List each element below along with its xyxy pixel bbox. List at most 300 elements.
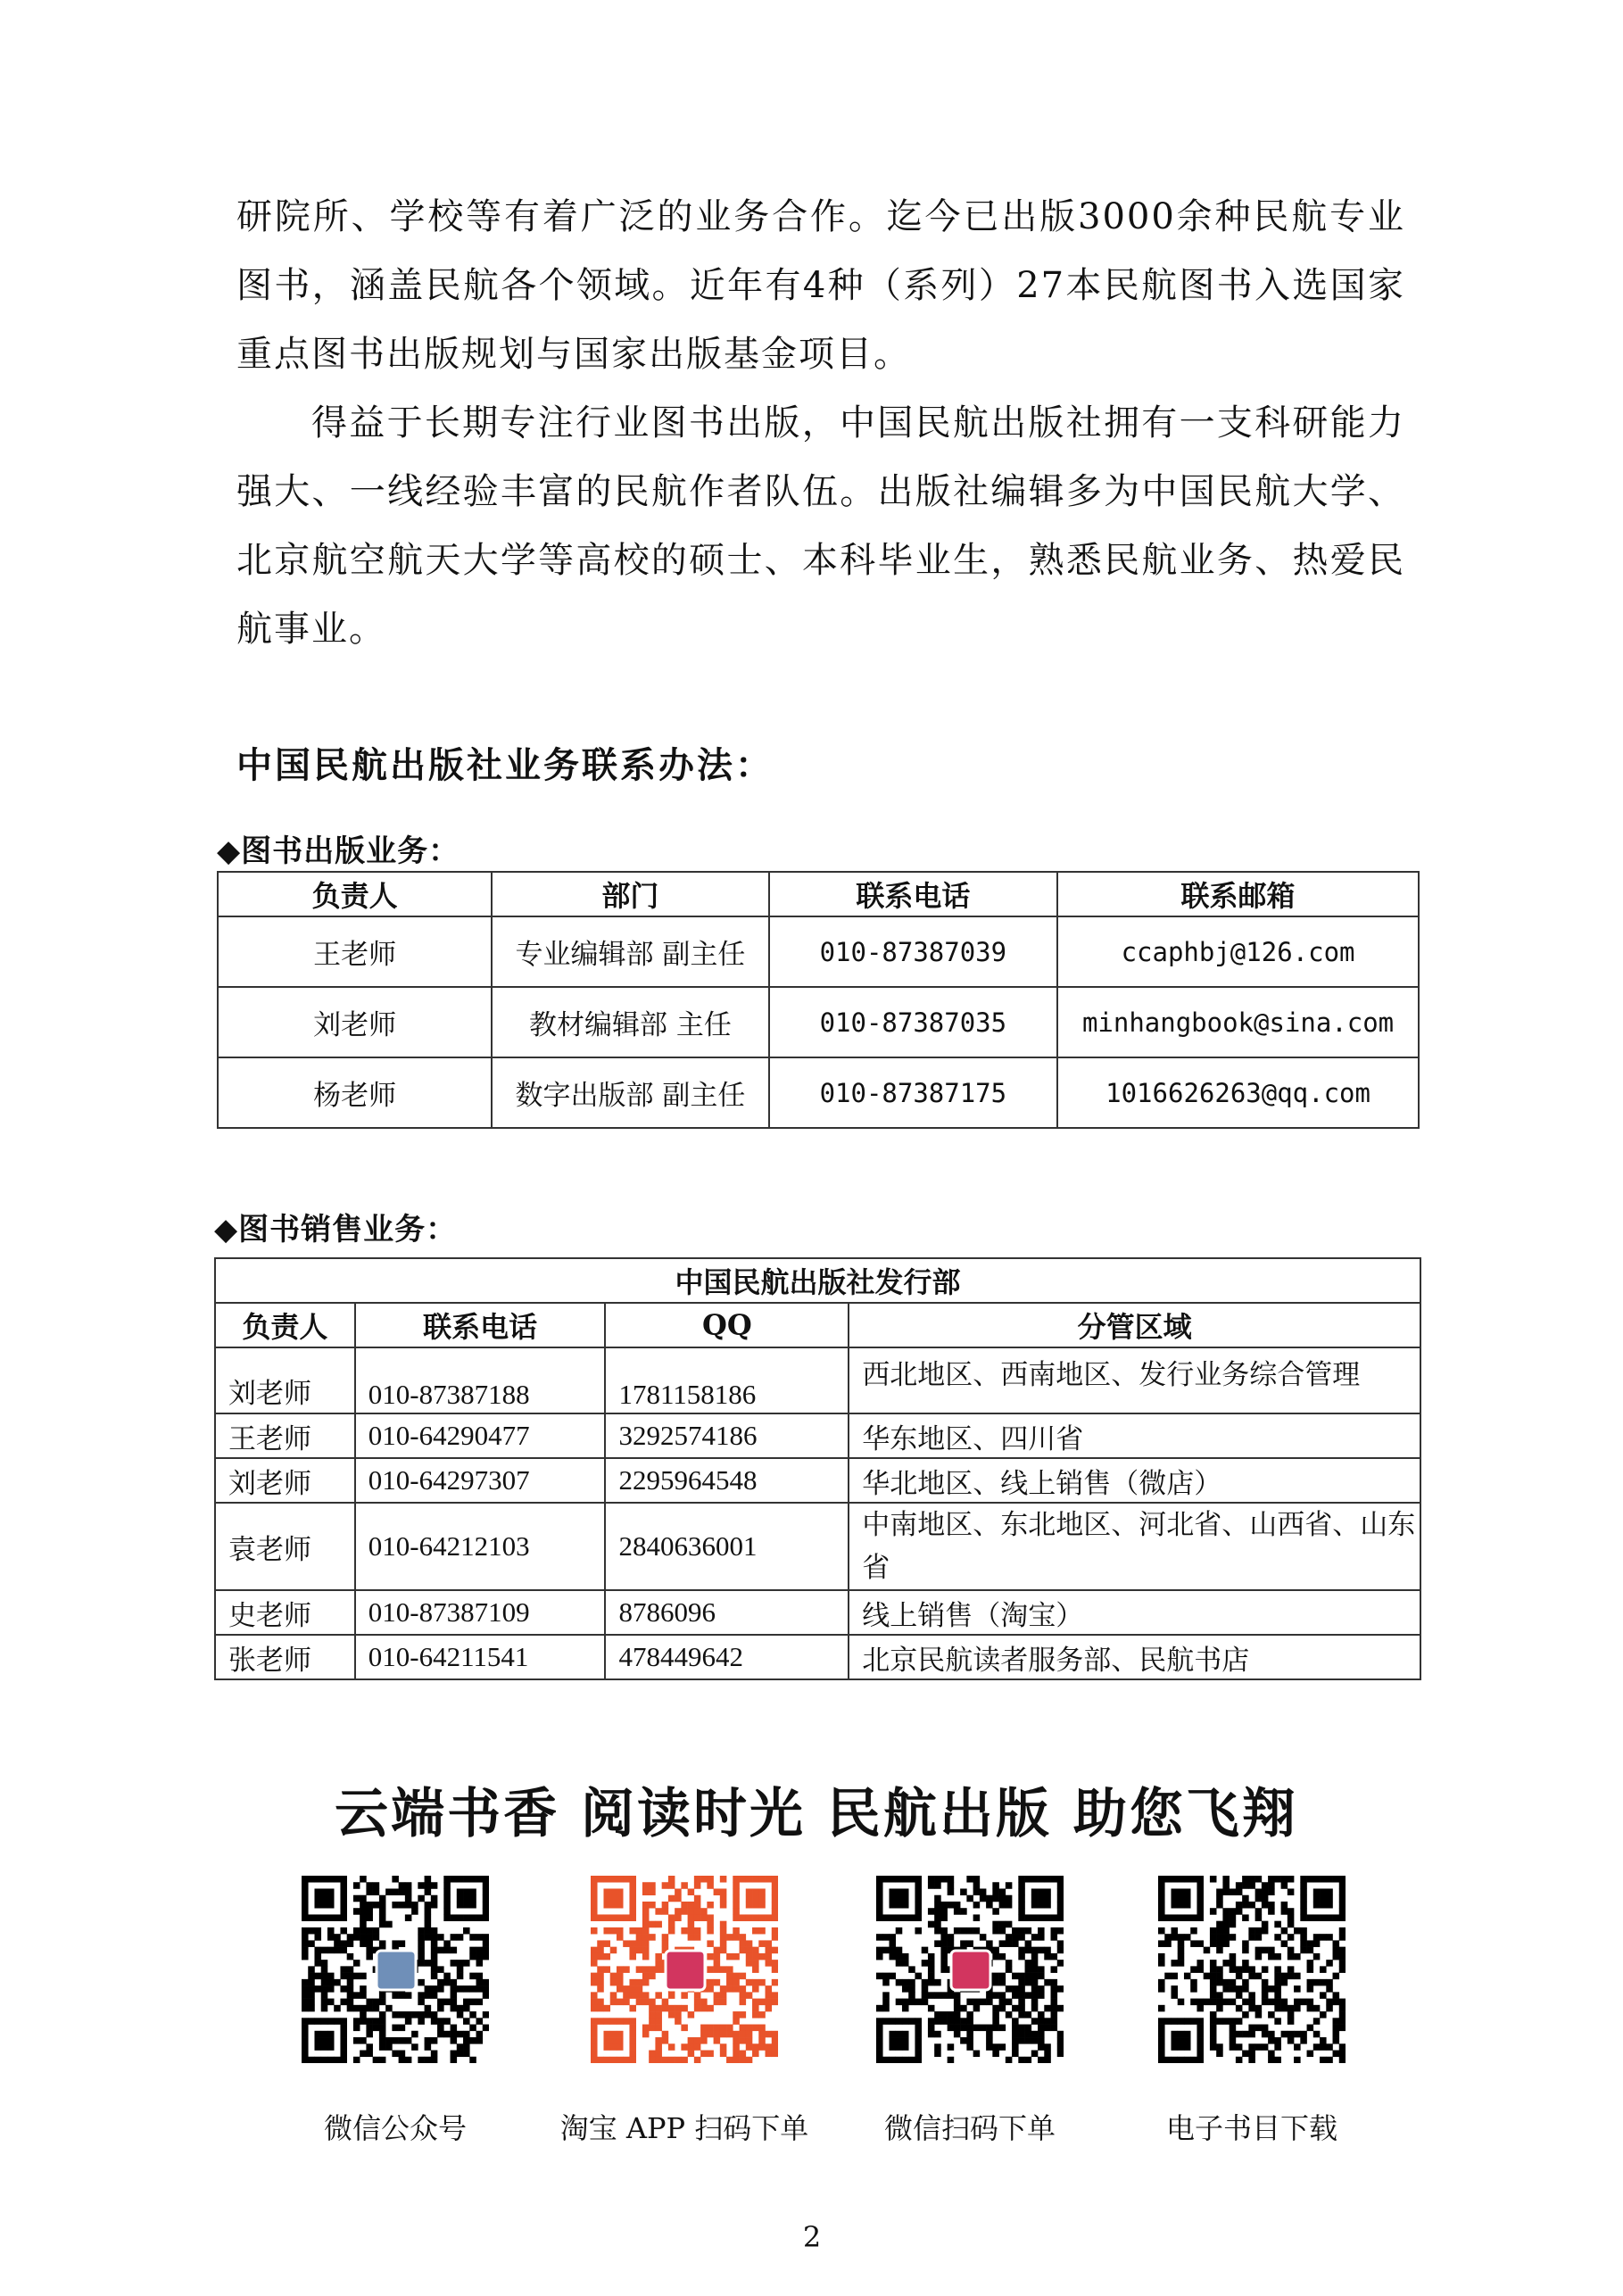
qr-module (928, 1953, 935, 1960)
qr-module (431, 1927, 438, 1935)
table-row (215, 1458, 1420, 1503)
qr-caption: 淘宝 APP 扫码下单 (559, 2111, 809, 2145)
qr-module (1197, 1914, 1204, 1921)
qr-module (340, 1940, 347, 1947)
qr-module (1158, 2057, 1165, 2063)
qr-module (954, 1992, 961, 1999)
qr-module (379, 1921, 386, 1928)
qr-module (1313, 2031, 1321, 2038)
qr-module (623, 1914, 630, 1921)
qr-module (668, 2005, 675, 2012)
qr-module (623, 1992, 630, 1999)
qr-module (758, 1979, 766, 1986)
qr-module (766, 1940, 773, 1947)
qr-module (928, 1992, 935, 1999)
qr-module (642, 1882, 650, 1889)
qr-module (915, 1888, 922, 1895)
qr-module (966, 2018, 973, 2025)
qr-module (392, 1940, 399, 1947)
qr-module (649, 1966, 656, 1973)
qr-module (1313, 1953, 1321, 1960)
qr-module (340, 1914, 347, 1921)
qr-module (1197, 2057, 1204, 2063)
qr-module (986, 1940, 993, 1947)
qr-module (411, 2031, 418, 2038)
qr-module (1248, 1876, 1255, 1883)
qr-module (876, 1882, 883, 1889)
qr-module (668, 1895, 675, 1902)
qr-module (986, 2025, 993, 2032)
qr-module (1158, 1953, 1165, 1960)
qr-module (1236, 2043, 1243, 2051)
qr-module (1320, 1876, 1327, 1883)
qr-module (629, 1882, 636, 1889)
qr-module (694, 1934, 701, 1941)
qr-module (1255, 1953, 1263, 1960)
qr-module (940, 1914, 948, 1921)
qr-module (1222, 1921, 1230, 1928)
qr-module (934, 2011, 941, 2018)
qr-module (662, 1999, 669, 2006)
qr-module (1262, 1927, 1269, 1935)
qr-module (603, 2005, 610, 2012)
qr-module (1281, 2031, 1288, 2038)
qr-module (882, 2005, 890, 2012)
qr-module (469, 1902, 476, 1909)
qr-module (399, 2037, 406, 2044)
qr-module (915, 2037, 922, 2044)
qr-module (451, 2051, 458, 2058)
qr-module (591, 1902, 598, 1909)
qr-module (882, 1992, 890, 1999)
qr-module (591, 1895, 598, 1902)
qr-code-taobao (591, 1876, 778, 2063)
qr-module (1038, 1992, 1045, 1999)
qr-module (966, 2031, 973, 2038)
qr-module (1268, 1902, 1275, 1909)
qr-module (457, 2005, 464, 2012)
qr-module (418, 1947, 425, 1954)
qr-module (1288, 1934, 1295, 1941)
qr-module (373, 1999, 380, 2006)
qr-module (876, 2057, 883, 2063)
qr-module (720, 1927, 727, 1935)
qr-module (1262, 1882, 1269, 1889)
qr-module (1178, 2031, 1185, 2038)
qr-module (1038, 1966, 1045, 1973)
qr-module (1164, 1940, 1172, 1947)
qr-module (1018, 2025, 1025, 2032)
qr-module (1248, 1902, 1255, 1909)
qr-module (940, 1902, 948, 1909)
qr-module (629, 2037, 636, 2044)
qr-module (1222, 1940, 1230, 1947)
qr-module (463, 2037, 470, 2044)
qr-module (1184, 1973, 1191, 1980)
qr-module (591, 1914, 598, 1921)
qr-module (1248, 1882, 1255, 1889)
qr-module (1197, 1888, 1204, 1895)
qr-module (405, 1888, 412, 1895)
qr-module (999, 2025, 1006, 2032)
qr-module (360, 1927, 367, 1935)
qr-module (1038, 1876, 1045, 1883)
qr-module (973, 1914, 981, 1921)
qr-module (1210, 2031, 1217, 2038)
qr-module (431, 1960, 438, 1967)
qr-module (629, 1953, 636, 1960)
qr-module (954, 2025, 961, 2032)
qr-module (681, 2057, 688, 2063)
qr-module (1158, 1908, 1165, 1915)
qr-module (443, 1895, 451, 1902)
qr-module (726, 2031, 733, 2038)
qr-module (1051, 1934, 1058, 1941)
qr-module (882, 1979, 890, 1986)
qr-module (418, 1934, 425, 1941)
qr-module (720, 1902, 727, 1909)
qr-module (720, 2043, 727, 2051)
qr-module (591, 1999, 598, 2006)
header-cell: 分管区域 (849, 1303, 1420, 1347)
qr-module (302, 1940, 309, 1947)
qr-module (610, 2043, 617, 2051)
qr-module (617, 2031, 624, 2038)
qr-module (1018, 1979, 1025, 1986)
qr-module (360, 1921, 367, 1928)
qr-module (1178, 2018, 1185, 2025)
qr-module (1171, 2031, 1178, 2038)
qr-module (1171, 2037, 1178, 2044)
qr-module (902, 1914, 909, 1921)
qr-module (411, 1902, 418, 1909)
publishing-heading: ◆图书出版业务： (217, 833, 460, 869)
qr-module (469, 1947, 476, 1954)
qr-module (1230, 1908, 1237, 1915)
qr-module (1171, 2043, 1178, 2051)
qr-module (418, 1895, 425, 1902)
qr-module (469, 1934, 476, 1941)
qr-module (379, 1940, 386, 1947)
qr-module (302, 1888, 309, 1895)
qr-module (340, 1895, 347, 1902)
qr-module (720, 1999, 727, 2006)
qr-module (1031, 1960, 1039, 1967)
qr-module (425, 1992, 432, 1999)
qr-module (642, 1940, 650, 1947)
qr-module (327, 1934, 335, 1941)
qr-module (655, 2011, 662, 2018)
qr-module (1210, 1992, 1217, 1999)
qr-module (476, 1953, 484, 1960)
qr-module (662, 2057, 669, 2063)
qr-module (992, 2043, 999, 2051)
qr-module (353, 1973, 360, 1980)
qr-code-wechat-account (302, 1876, 489, 2063)
qr-module (1025, 1973, 1032, 1980)
qr-module (327, 1914, 335, 1921)
qr-module (1038, 2018, 1045, 2025)
qr-module (740, 1992, 747, 1999)
qr-module (1031, 2051, 1039, 2058)
qr-module (1268, 2051, 1275, 2058)
qr-module (960, 2005, 967, 2012)
qr-module (1281, 1999, 1288, 2006)
qr-module (366, 1888, 373, 1895)
qr-module (1158, 2025, 1165, 2032)
qr-module (1268, 1947, 1275, 1954)
qr-module (649, 1934, 656, 1941)
qr-module (1012, 2051, 1019, 2058)
qr-module (896, 1888, 903, 1895)
qr-module (1006, 1966, 1013, 1973)
qr-module (425, 1934, 432, 1941)
qr-module (399, 1902, 406, 1909)
qr-module (1197, 1876, 1204, 1883)
qr-module (752, 1902, 759, 1909)
qr-module (966, 1999, 973, 2006)
qr-module (617, 1979, 624, 1986)
qr-module (469, 2037, 476, 2044)
qr-module (1300, 1999, 1307, 2006)
qr-module (1171, 1876, 1178, 1883)
qr-module (443, 1947, 451, 1954)
qr-module (1038, 2043, 1045, 2051)
qr-module (1210, 1966, 1217, 1973)
qr-module (360, 2037, 367, 2044)
qr-module (1158, 1960, 1165, 1967)
qr-module (922, 1979, 929, 1986)
qr-module (366, 2025, 373, 2032)
qr-module (457, 1960, 464, 1967)
qr-module (591, 1992, 598, 1999)
qr-module (1204, 1999, 1211, 2006)
qr-module (617, 1927, 624, 1935)
qr-module (707, 1921, 714, 1928)
qr-module (623, 1876, 630, 1883)
qr-module (662, 1882, 669, 1889)
qr-module (707, 2005, 714, 2012)
qr-module (1339, 2018, 1346, 2025)
qr-module (1051, 1992, 1058, 1999)
qr-module (483, 1882, 489, 1889)
qr-module (629, 2005, 636, 2012)
qr-module (752, 1999, 759, 2006)
table-row (215, 1503, 1420, 1590)
qr-module (766, 2005, 773, 2012)
qr-module (334, 1940, 341, 1947)
qr-module (922, 1992, 929, 1999)
qr-module (360, 2005, 367, 2012)
qr-module (1178, 1940, 1185, 1947)
qr-module (954, 2005, 961, 2012)
qr-module (733, 1934, 740, 1941)
qr-module (908, 1985, 915, 1993)
qr-module (603, 1914, 610, 1921)
qr-module (752, 1888, 759, 1895)
qr-module (360, 1876, 367, 1883)
qr-module (714, 1966, 721, 1973)
qr-module (882, 1973, 890, 1980)
qr-module (353, 1960, 360, 1967)
qr-module (1031, 1876, 1039, 1883)
qr-module (1320, 1895, 1327, 1902)
qr-module (1158, 1882, 1165, 1889)
qr-module (896, 2043, 903, 2051)
qr-module (1184, 2037, 1191, 2044)
qr-module (321, 1947, 328, 1954)
qr-module (1313, 2018, 1321, 2025)
qr-module (1216, 1902, 1223, 1909)
qr-module (694, 1882, 701, 1889)
qr-module (353, 2057, 360, 2063)
qr-module (591, 1888, 598, 1895)
qr-module (752, 1985, 759, 1993)
qr-module (1197, 1908, 1204, 1915)
qr-module (896, 1914, 903, 1921)
qr-module (1255, 1927, 1263, 1935)
qr-module (591, 1953, 598, 1960)
qr-module (915, 1914, 922, 1921)
qr-module (1255, 1947, 1263, 1954)
qr-module (876, 1888, 883, 1895)
qr-module (694, 1908, 701, 1915)
qr-module (425, 2011, 432, 2018)
qr-module (688, 1902, 695, 1909)
qr-module (934, 2031, 941, 2038)
qr-module (302, 1876, 309, 1883)
qr-module (1320, 1966, 1327, 1973)
qr-module (392, 1876, 399, 1883)
qr-module (308, 1940, 315, 1947)
qr-module (321, 1985, 328, 1993)
qr-module (940, 1953, 948, 1960)
qr-module (1262, 2031, 1269, 2038)
qr-module (973, 1876, 981, 1883)
qr-module (476, 2031, 484, 2038)
department-cell: 数字出版部 副主任 (492, 1057, 768, 1128)
qr-module (915, 1908, 922, 1915)
qr-module (302, 1979, 309, 1986)
qr-module (353, 2025, 360, 2032)
qr-module (948, 1902, 955, 1909)
qr-module (1184, 1888, 1191, 1895)
qr-module (940, 1992, 948, 1999)
qr-module (694, 1927, 701, 1935)
qr-module (662, 1908, 669, 1915)
qr-module (1051, 1985, 1058, 1993)
qr-module (610, 1973, 617, 1980)
qr-module (902, 1960, 909, 1967)
qr-module (1031, 2031, 1039, 2038)
qr-module (629, 2018, 636, 2025)
qr-module (752, 1947, 759, 1954)
qr-module (1248, 1934, 1255, 1941)
qr-module (1031, 1953, 1039, 1960)
qr-module (1044, 2057, 1051, 2063)
qr-module (1216, 1979, 1223, 1986)
qr-module (928, 1973, 935, 1980)
qr-module (1222, 1960, 1230, 1967)
qr-module (469, 2025, 476, 2032)
qr-module (1281, 1908, 1288, 1915)
qr-module (360, 2011, 367, 2018)
qr-module (1294, 1999, 1301, 2006)
qr-module (908, 1876, 915, 1883)
qr-module (642, 1953, 650, 1960)
qr-module (902, 1953, 909, 1960)
qr-module (308, 1973, 315, 1980)
qr-module (1171, 1888, 1178, 1895)
qr-module (700, 2037, 708, 2044)
qr-module (405, 1902, 412, 1909)
qr-module (366, 2018, 373, 2025)
qr-module (707, 1882, 714, 1889)
qr-module (714, 1992, 721, 1999)
qr-module (636, 1947, 643, 1954)
qr-module (437, 1947, 444, 1954)
qr-module (314, 1895, 321, 1902)
qr-module (1197, 2025, 1204, 2032)
qr-module (1044, 2051, 1051, 2058)
qr-module (700, 1999, 708, 2006)
qr-module (392, 2051, 399, 2058)
qr-module (321, 2018, 328, 2025)
qq-cell: 478449642 (605, 1635, 849, 1679)
qr-module (1274, 1921, 1281, 1928)
qr-module (431, 2057, 438, 2063)
qr-module (623, 1999, 630, 2006)
qr-module (966, 1927, 973, 1935)
qr-module (772, 1902, 778, 1909)
qr-module (902, 1888, 909, 1895)
qr-module (302, 1895, 309, 1902)
qr-module (758, 2043, 766, 2051)
qr-module (418, 2018, 425, 2025)
qr-module (425, 1908, 432, 1915)
qr-module (597, 1979, 604, 1986)
qr-module (1051, 1966, 1058, 1973)
qr-module (707, 1979, 714, 1986)
qr-module (636, 1940, 643, 1947)
qr-module (720, 1947, 727, 1954)
qr-module (1158, 1940, 1165, 1947)
qr-module (379, 2011, 386, 2018)
qr-module (746, 2037, 753, 2044)
qr-module (882, 1876, 890, 1883)
qr-module (902, 1902, 909, 1909)
qr-module (379, 1895, 386, 1902)
qr-module (603, 1888, 610, 1895)
qr-module (1339, 2043, 1346, 2051)
qr-module (405, 2037, 412, 2044)
qr-module (1006, 1934, 1013, 1941)
qr-module (1216, 1999, 1223, 2006)
qr-module (457, 2043, 464, 2051)
qr-module (992, 1882, 999, 1889)
qr-module (714, 1888, 721, 1895)
qr-module (1242, 1966, 1249, 1973)
qr-module (758, 1953, 766, 1960)
qr-module (366, 1999, 373, 2006)
qr-module (915, 2018, 922, 2025)
qr-module (1197, 2037, 1204, 2044)
qr-module (1333, 2018, 1340, 2025)
qq-cell: 8786096 (605, 1590, 849, 1635)
qr-module (1300, 1882, 1307, 1889)
qr-module (934, 1979, 941, 1986)
qr-module (347, 1940, 354, 1947)
